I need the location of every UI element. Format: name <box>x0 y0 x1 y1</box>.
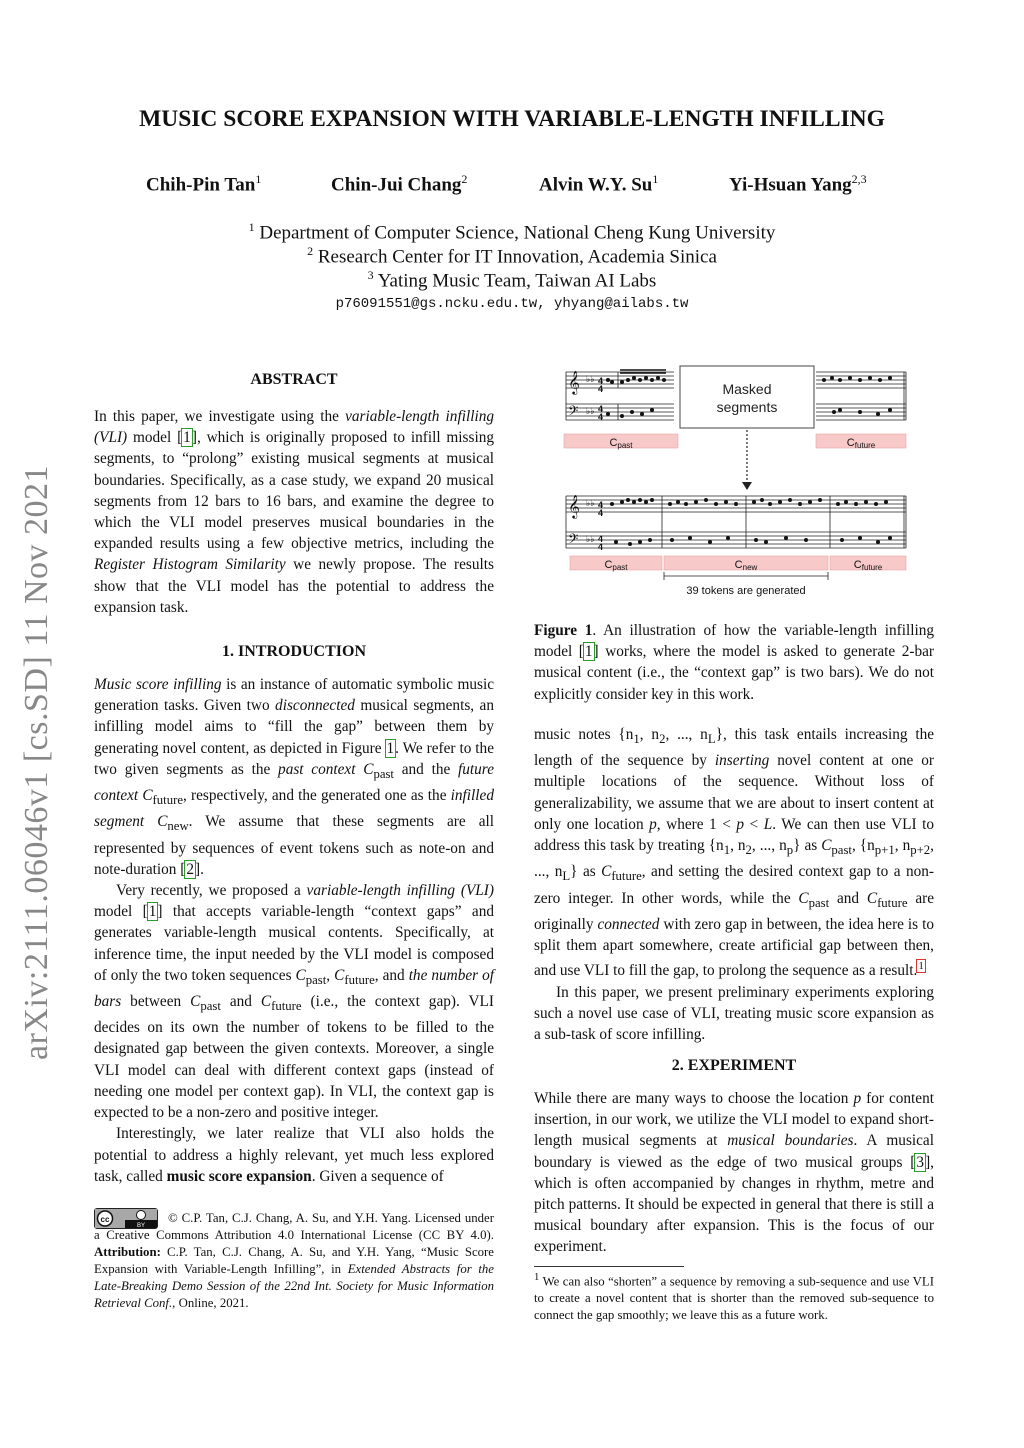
license-footnote: © C.P. Tan, C.J. Chang, A. Su, and Y.H. Yang. Licensed under a Creative Commons Attribution 4.0 International License (CC BY 4.0). Attribution: C.P. Tan, C.J. Chang, A. Su, and Y.H. Yang, “Music Score Expansion with Variable-Length Infilling”, in Extended Abstracts for the Late-Breaking Demo Session of the 22nd Int. Society for Music Information Retrieval Conf., Online, 2021. <box>94 1211 494 1310</box>
author-3: Alvin W.Y. Su$^1$ <box>539 172 659 196</box>
right-paragraph-2: In this paper, we present preliminary experiments exploring such a novel use case of VLI, treating music score expansion as a sub-task of score infilling. <box>534 983 934 1043</box>
c-future-label-top: Cfuture <box>846 437 876 450</box>
paper-title: MUSIC SCORE EXPANSION WITH VARIABLE-LENGTH INFILLING <box>139 106 885 132</box>
citation-link[interactable]: 1 <box>183 429 191 447</box>
citation-link[interactable]: 2 <box>186 860 194 878</box>
affiliation-3: $^3$ Yating Music Team, Taiwan AI Labs <box>367 268 657 292</box>
svg-text:♭♭: ♭♭ <box>586 406 595 416</box>
svg-text:♭♭: ♭♭ <box>586 534 595 544</box>
figure-1-illustration <box>560 362 920 602</box>
masked-label-line-2: segments <box>716 399 778 415</box>
experiment-body: While there are many ways to choose the location p for content insertion, in our work, we utilize the VLI model to expand short-length musical segments at musical boundaries. A musical boundary is viewed as the edge of two musical groups [3], which is often accompanied by changes in rhythm, metre and pitch patterns. It should be expected in general that there is still a musical boundary after expansion. This is the focus of our experiment. <box>534 1090 934 1256</box>
affiliation-1: $^1$ Department of Computer Science, National Cheng Kung University <box>248 220 776 244</box>
experiment-heading: 2. EXPERIMENT <box>671 1057 797 1074</box>
svg-text:4: 4 <box>598 508 604 518</box>
author-2: Chin-Jui Chang$^2$ <box>331 172 468 196</box>
svg-text:4: 4 <box>598 404 604 414</box>
citation-link[interactable]: 1 <box>148 903 157 921</box>
tokens-generated-label: 39 tokens are generated <box>686 585 806 597</box>
svg-text:BY: BY <box>136 1223 146 1228</box>
arxiv-identifier: arXiv:2111.06046v1 [cs.SD] 11 Nov 2021 <box>18 464 55 1060</box>
introduction-body <box>94 674 494 1187</box>
svg-text:4: 4 <box>598 542 604 552</box>
svg-text:4: 4 <box>598 534 604 544</box>
c-past-label-top: Cpast <box>609 437 633 450</box>
svg-text:4: 4 <box>598 412 604 422</box>
affiliation-2: $^2$ Research Center for IT Innovation, Academia Sinica <box>307 244 717 268</box>
masked-label-line-1: Masked <box>722 381 772 397</box>
c-past-label-bottom: Cpast <box>604 559 628 572</box>
masked-segments-box <box>680 366 814 428</box>
c-new-label: Cnew <box>734 559 758 572</box>
intro-paragraph-1: Music score infilling is an instance of automatic symbolic music generation tasks. Given two disconnected musical segments, an infilling model aims to “fill the gap” between them by generating novel content, as depicted in Figure 1. We refer to the two given segments as the past context $C_{past}$ and the future context $C_{future}$, respectively, and the generated one as the infilled segment $C_{new}$. We assume that these segments are all represented by sequences of event tokens such as note-on and note-duration [2]. <box>94 676 494 878</box>
svg-text:𝄢: 𝄢 <box>568 405 579 422</box>
citation-link[interactable]: 3 <box>916 1153 925 1171</box>
author-emails: p76091551@gs.ncku.edu.tw, yhyang@ailabs.tw <box>335 296 689 312</box>
svg-text:♭♭: ♭♭ <box>586 374 595 384</box>
abstract-body: In this paper, we investigate using the variable-length infilling (VLI) model [1], which is originally proposed to infill missing segments, to “prolong” existing musical segments at musical boundaries. Specifically, as a case study, we expand 20 musical segments from 12 bars to 16 bars, and examine the degree to which the VLI model preserves musical boundaries in the expanded results using a few objective metrics, including the Register Histogram Similarity we newly propose. The results show that the VLI model has the potential to address the expansion task. <box>94 408 495 616</box>
author-1: Chih-Pin Tan$^1$ <box>146 172 262 196</box>
svg-text:4: 4 <box>598 376 604 386</box>
author-4: Yi-Hsuan Yang$^{2,3}$ <box>729 172 867 196</box>
generated-span-bracket <box>664 572 828 580</box>
introduction-heading: 1. INTRODUCTION <box>221 643 366 660</box>
svg-text:𝄞: 𝄞 <box>568 372 580 394</box>
intro-paragraph-2: Very recently, we proposed a variable-length infilling (VLI) model [1] that accepts variable-length “context gaps” and generates variable-length musical contents. Specifically, at inference time, the input needed by the VLI model is composed of only the two token sequences $C_{past}$, $C_{future}$, and the number of bars between $C_{past}$ and $C_{future}$ (i.e., the context gap). VLI decides on its own the number of tokens to be filled to the designated gap between the given contexts. Moreover, a single VLI model can deal with different context gaps (instead of needing one model per context gap). In VLI, the context gap is expected to be a non-zero and positive integer. <box>94 881 494 1122</box>
abstract-heading: ABSTRACT <box>250 371 338 388</box>
right-paragraph-1: music notes {$n_1$, $n_2$, ..., $n_L$}, this task entails increasing the length of the sequence by inserting novel content at one or multiple locations of the sequence. Without loss of generalizability, we assume that we are about to insert content at only one location p, where 1 < p < L. We can then use VLI to address this task by treating {$n_1$, $n_2$, ..., $n_p$} as $C_{past}$, {$n_{p+1}$, $n_{p+2}$, ..., $n_L$} as $C_{future}$, and setting the desired context gap to a non-zero integer. In other words, while the $C_{past}$ and $C_{future}$ are originally connected with zero gap in between, the idea here is to split them apart somewhere, create artificial gap between then, and use VLI to fill the gap, to prolong the sequence as a result.$^1$ <box>534 726 935 980</box>
footnote-1: $^1$ We can also “shorten” a sequence by removing a sub-sequence and use VLI to create a novel content that is shorter than the removed sub-sequence to connect the gap smoothly; we leave this as a future work. <box>534 1272 934 1323</box>
citation-link[interactable]: 1 <box>584 643 593 661</box>
c-future-label-bottom: Cfuture <box>853 559 883 572</box>
svg-text:cc: cc <box>100 1215 110 1224</box>
svg-text:𝄢: 𝄢 <box>568 533 579 550</box>
right-column-body <box>534 724 934 1045</box>
svg-text:4: 4 <box>598 384 604 394</box>
arrow-head-icon <box>742 482 752 490</box>
svg-text:𝄞: 𝄞 <box>568 496 580 518</box>
footnote-divider <box>534 1266 684 1267</box>
figure-caption: Figure 1. An illustration of how the variable-length infilling model [1] works, where the model is asked to generate 2-bar musical content (i.e., the “context gap” is two bars). We do not explicitly consider key in this work. <box>534 622 934 703</box>
svg-text:4: 4 <box>598 500 604 510</box>
intro-paragraph-3: Interestingly, we later realize that VLI also holds the potential to address a highly relevant, yet much less explored task, called music score expansion. Given a sequence of <box>94 1125 494 1185</box>
figure-link[interactable]: 1 <box>386 739 395 757</box>
svg-text:♭♭: ♭♭ <box>586 498 595 508</box>
footnote-link[interactable]: 1 <box>918 960 924 973</box>
